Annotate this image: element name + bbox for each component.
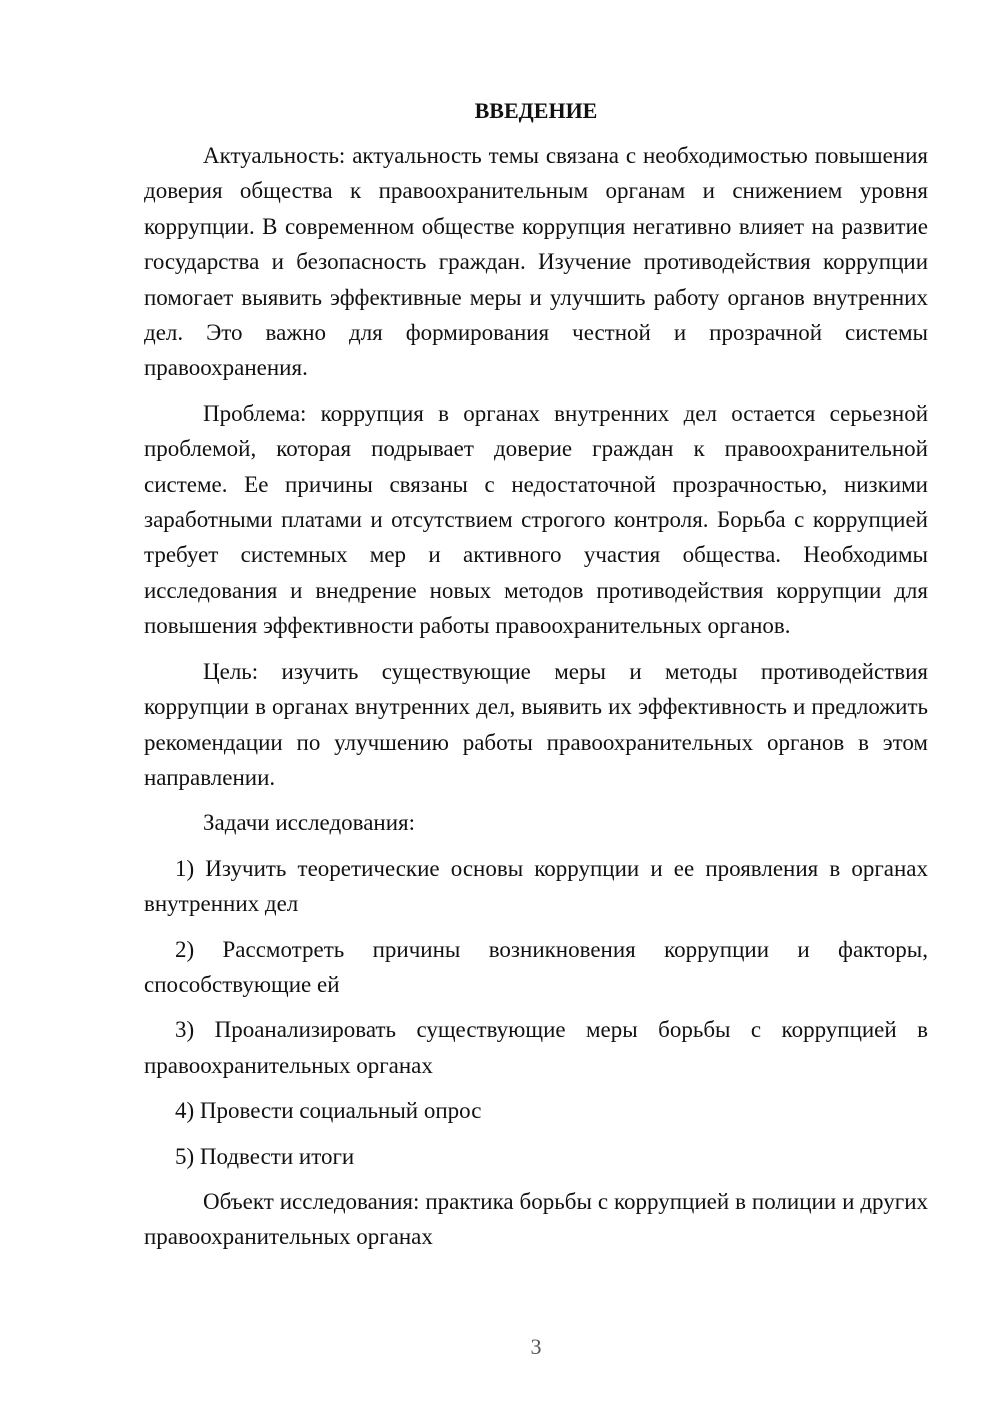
- page-content: [144, 94, 928, 1265]
- task-item-4: 4) Провести социальный опрос: [175, 1098, 482, 1124]
- object-paragraph: Объект исследования: практика борьбы с коррупцией в полиции и других правоохранительных органах: [144, 1188, 928, 1250]
- relevance-paragraph: Актуальность: актуальность темы связана с необходимостью повышения доверия общества к правоохранительным органам и снижением уровня коррупции. В современном обществе коррупция негативно влияет на развитие государства и безопасность граждан. Изучение противодействия коррупции помогает выявить эффективные меры и улучшить работу органов внутренних дел. Это важно для формирования честной и прозрачной системы правоохранения.: [144, 143, 928, 381]
- problem-paragraph: Проблема: коррупция в органах внутренних дел остается серьезной проблемой, которая подрывает доверие граждан к правоохранительной системе. Ее причины связаны с недостаточной прозрачностью, низкими заработными платами и отсутствием строгого контроля. Борьба с коррупцией требует системных мер и активного участия общества. Необходимы исследования и внедрение новых методов противодействия коррупции для повышения эффективности работы правоохранительных органов.: [144, 400, 928, 639]
- task-item-5: 5) Подвести итоги: [175, 1143, 355, 1169]
- goal-paragraph: Цель: изучить существующие меры и методы противодействия коррупции в органах внутренних дел, выявить их эффективность и предложить рекомендации по улучшению работы правоохранительных органов в этом направлении.: [144, 658, 928, 790]
- task-item-1: 1) Изучить теоретические основы коррупции и ее проявления в органах внутренних дел: [144, 855, 928, 917]
- section-heading: ВВЕДЕНИЕ: [474, 98, 598, 123]
- task-item-2: 2) Рассмотреть причины возникновения коррупции и факторы, способствующие ей: [144, 936, 928, 997]
- page-number: 3: [530, 1334, 542, 1359]
- tasks-heading: Задачи исследования:: [203, 810, 416, 836]
- task-item-3: 3) Проанализировать существующие меры борьбы с коррупцией в правоохранительных органах: [144, 1017, 928, 1078]
